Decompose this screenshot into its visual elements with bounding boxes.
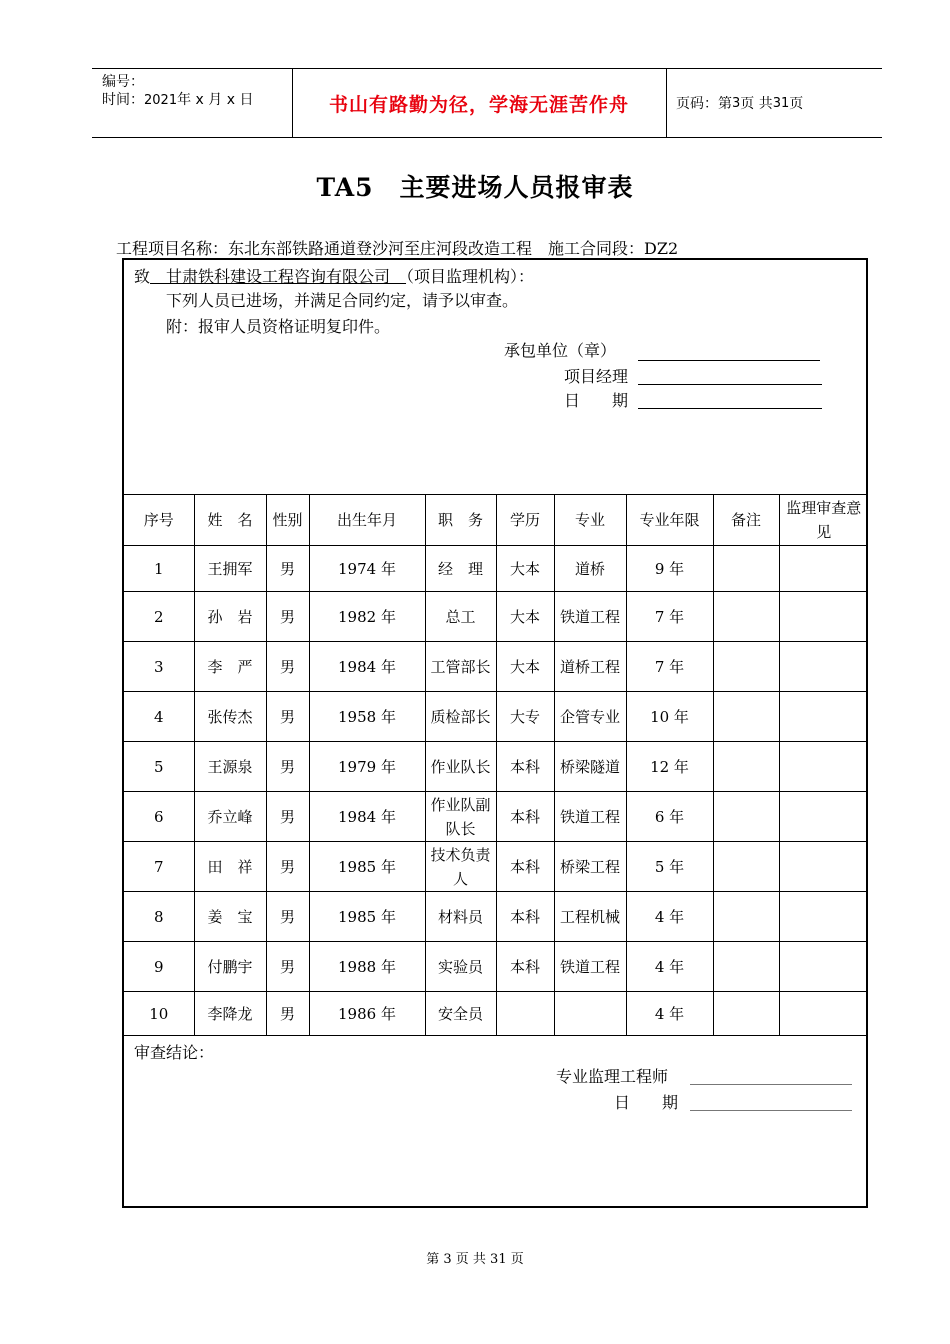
personnel-table: [124, 494, 868, 1036]
cell-major: 道桥工程: [554, 642, 626, 692]
header-page-number: 页码：第 3 页 共 31 页: [676, 95, 804, 112]
cell-seq: 3: [124, 642, 194, 692]
cell-gender: 男: [266, 742, 309, 792]
cell-education: 大专: [496, 692, 554, 742]
column-header: 序号: [124, 495, 194, 546]
header-divider: [666, 69, 667, 137]
cell-review: [779, 742, 868, 792]
cell-major: [554, 992, 626, 1036]
cell-position: 作业队长: [425, 742, 496, 792]
number-label: 编号：: [102, 74, 144, 90]
letter-date-line: [638, 408, 822, 409]
cell-review: [779, 792, 868, 842]
cell-gender: 男: [266, 992, 309, 1036]
cell-birth: 1988 年: [309, 942, 425, 992]
cell-name: 田 祥: [194, 842, 266, 892]
cell-birth: 1986 年: [309, 992, 425, 1036]
table-row: [124, 592, 868, 642]
cell-major: 铁道工程: [554, 592, 626, 642]
table-row: [124, 842, 868, 892]
cell-major: 工程机械: [554, 892, 626, 942]
cell-name: 王源泉: [194, 742, 266, 792]
column-header: 备注: [713, 495, 779, 546]
cell-gender: 男: [266, 892, 309, 942]
cell-position: 实验员: [425, 942, 496, 992]
cell-years: 4 年: [626, 992, 713, 1036]
cell-major: 道桥: [554, 546, 626, 592]
cell-birth: 1958 年: [309, 692, 425, 742]
cell-years: 4 年: [626, 892, 713, 942]
cell-position: 质检部长: [425, 692, 496, 742]
contractor-label: 承包单位（章）: [504, 341, 617, 360]
cell-remarks: [713, 942, 779, 992]
cell-gender: 男: [266, 692, 309, 742]
cell-seq: 2: [124, 592, 194, 642]
table-row: [124, 742, 868, 792]
cell-position: 作业队副队长: [425, 792, 496, 842]
cell-remarks: [713, 692, 779, 742]
cell-review: [779, 842, 868, 892]
cell-gender: 男: [266, 592, 309, 642]
cell-remarks: [713, 842, 779, 892]
cell-years: 12 年: [626, 742, 713, 792]
cell-years: 10 年: [626, 692, 713, 742]
personnel-table-body: [124, 495, 868, 1036]
document-title: TA5 主要进场人员报审表: [316, 173, 634, 202]
letter-attachment: 附：报审人员资格证明复印件。: [166, 317, 391, 336]
cell-seq: 8: [124, 892, 194, 942]
cell-education: 大本: [496, 592, 554, 642]
cell-review: [779, 642, 868, 692]
project-line: 工程项目名称：东北东部铁路通道登沙河至庄河段改造工程 施工合同段：DZ2: [116, 239, 679, 258]
cell-position: 安全员: [425, 992, 496, 1036]
cell-years: 9 年: [626, 546, 713, 592]
cell-seq: 1: [124, 546, 194, 592]
table-row: [124, 642, 868, 692]
page-footer: 第 3 页 共 31 页: [426, 1252, 524, 1267]
cell-name: 张传杰: [194, 692, 266, 742]
column-header: 专业年限: [626, 495, 713, 546]
header-meta: [102, 73, 253, 110]
cell-seq: 4: [124, 692, 194, 742]
cell-years: 6 年: [626, 792, 713, 842]
contractor-signature-line: [638, 360, 820, 361]
cell-seq: 6: [124, 792, 194, 842]
cell-birth: 1979 年: [309, 742, 425, 792]
recipient-name: 甘肃铁科建设工程咨询有限公司: [150, 267, 407, 286]
cell-name: 李 严: [194, 642, 266, 692]
cell-name: 王拥军: [194, 546, 266, 592]
cell-remarks: [713, 792, 779, 842]
cell-position: 总工: [425, 592, 496, 642]
cell-birth: 1982 年: [309, 592, 425, 642]
cell-remarks: [713, 992, 779, 1036]
engineer-label: 专业监理工程师: [556, 1067, 669, 1086]
recipient-line: 致 甘肃铁科建设工程咨询有限公司 （项目监理机构）：: [134, 267, 535, 286]
column-header: 专业: [554, 495, 626, 546]
cell-review: [779, 992, 868, 1036]
cell-years: 4 年: [626, 942, 713, 992]
table-row: [124, 942, 868, 992]
cell-seq: 5: [124, 742, 194, 792]
cell-major: 桥梁隧道: [554, 742, 626, 792]
cell-birth: 1985 年: [309, 892, 425, 942]
cell-gender: 男: [266, 842, 309, 892]
cell-birth: 1985 年: [309, 842, 425, 892]
cell-seq: 9: [124, 942, 194, 992]
cell-education: 大本: [496, 642, 554, 692]
cell-seq: 7: [124, 842, 194, 892]
cell-education: 本科: [496, 792, 554, 842]
cell-position: 材料员: [425, 892, 496, 942]
time-line: 时间：2021年 x 月 x 日: [102, 92, 254, 108]
table-row: [124, 692, 868, 742]
table-row: [124, 992, 868, 1036]
cell-birth: 1984 年: [309, 792, 425, 842]
cell-gender: 男: [266, 546, 309, 592]
cell-seq: 10: [124, 992, 194, 1036]
cell-education: 本科: [496, 942, 554, 992]
cell-birth: 1984 年: [309, 642, 425, 692]
cell-years: 7 年: [626, 592, 713, 642]
column-header: 姓 名: [194, 495, 266, 546]
letter-body: 下列人员已进场，并满足合同约定，请予以审查。: [166, 291, 519, 310]
cell-name: 乔立峰: [194, 792, 266, 842]
cell-remarks: [713, 892, 779, 942]
cell-position: 经 理: [425, 546, 496, 592]
cell-education: 大本: [496, 546, 554, 592]
column-header: 学历: [496, 495, 554, 546]
cell-review: [779, 942, 868, 992]
cell-position: 工管部长: [425, 642, 496, 692]
cell-education: 本科: [496, 742, 554, 792]
header-motto: 书山有路勤为径，学海无涯苦作舟: [328, 93, 629, 116]
review-date-label: 日 期: [614, 1093, 679, 1112]
cell-remarks: [713, 592, 779, 642]
review-label: 审查结论：: [134, 1043, 215, 1062]
cell-name: 付鹏宇: [194, 942, 266, 992]
manager-label: 项目经理: [564, 367, 629, 386]
cell-name: 李降龙: [194, 992, 266, 1036]
column-header: 性别: [266, 495, 309, 546]
cell-remarks: [713, 742, 779, 792]
cell-review: [779, 592, 868, 642]
table-header-row: [124, 495, 868, 546]
cell-review: [779, 546, 868, 592]
page-header: [92, 68, 882, 138]
cell-gender: 男: [266, 942, 309, 992]
column-header: 监理审查意见: [779, 495, 868, 546]
review-date-line: [690, 1110, 852, 1111]
cell-education: 本科: [496, 892, 554, 942]
cell-education: [496, 992, 554, 1036]
cell-review: [779, 692, 868, 742]
cell-major: 铁道工程: [554, 942, 626, 992]
cell-gender: 男: [266, 792, 309, 842]
cell-name: 孙 岩: [194, 592, 266, 642]
cell-years: 7 年: [626, 642, 713, 692]
letter-date-label: 日 期: [564, 391, 629, 410]
cell-remarks: [713, 642, 779, 692]
table-row: [124, 546, 868, 592]
cell-name: 姜 宝: [194, 892, 266, 942]
form-frame: [122, 258, 868, 1208]
cell-birth: 1974 年: [309, 546, 425, 592]
column-header: 职 务: [425, 495, 496, 546]
cell-years: 5 年: [626, 842, 713, 892]
cell-gender: 男: [266, 642, 309, 692]
cell-remarks: [713, 546, 779, 592]
table-row: [124, 792, 868, 842]
manager-signature-line: [638, 384, 822, 385]
cell-major: 企管专业: [554, 692, 626, 742]
column-header: 出生年月: [309, 495, 425, 546]
cell-major: 桥梁工程: [554, 842, 626, 892]
cell-review: [779, 892, 868, 942]
cell-major: 铁道工程: [554, 792, 626, 842]
cell-position: 技术负责人: [425, 842, 496, 892]
table-row: [124, 892, 868, 942]
cell-education: 本科: [496, 842, 554, 892]
engineer-signature-line: [690, 1084, 852, 1085]
